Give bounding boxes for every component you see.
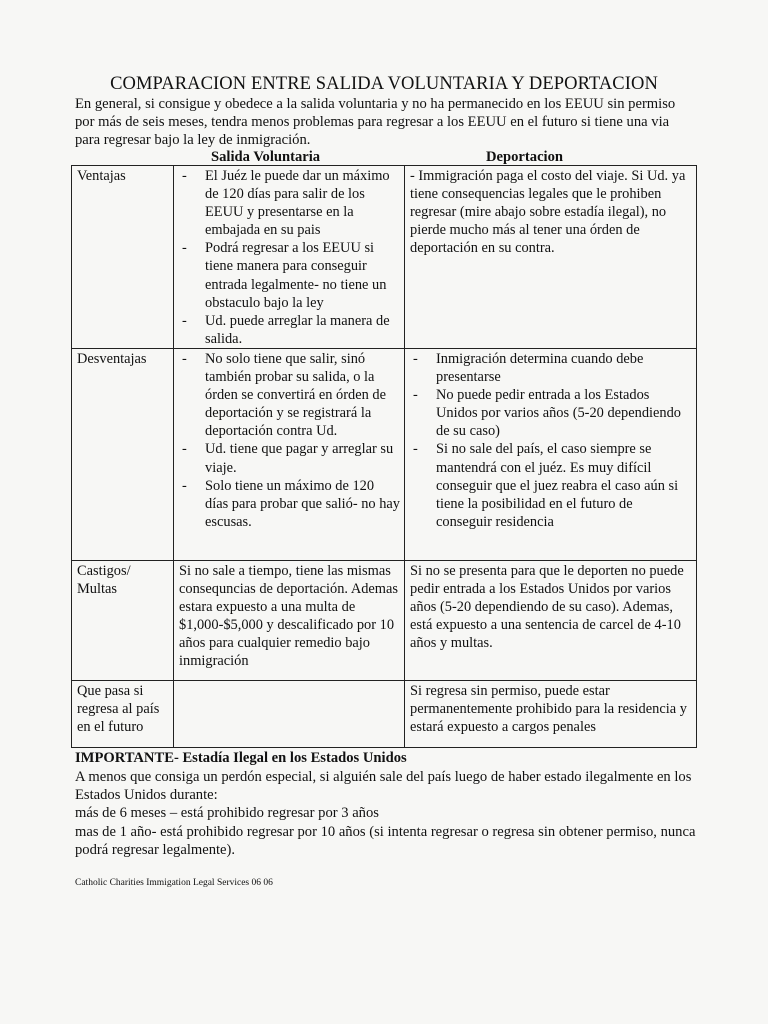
row-label: Desventajas bbox=[72, 348, 174, 560]
important-line-2: mas de 1 año- está prohibido regresar por 10 años (si intenta regresar o regresa sin obtener permiso, nunca podrá regresar legalmente). bbox=[75, 823, 696, 858]
column-header-voluntary: Salida Voluntaria bbox=[211, 149, 321, 165]
footer-credit: Catholic Charities Immigation Legal Services 06 06 bbox=[75, 878, 273, 888]
bullet-list bbox=[179, 167, 400, 348]
cell-voluntary: Si no sale a tiempo, tiene las mismas consequncias de deportación. Ademas estara expuesto a una multa de $1,000-$5,000 y descalificado por 10 años para cualquier remedio bajo inmigración bbox=[174, 560, 405, 680]
intro-paragraph: En general, si consigue y obedece a la salida voluntaria y no ha permanecido en los EEUU sin permiso por más de seis meses, tendra menos problemas para regresar a los EEUU en el futuro si tiene una via para regresar bajo la ley de inmigración. bbox=[75, 96, 676, 149]
list-item: - Podrá regresar a los EEUU si tiene manera para conseguir entrada legalmente- no tiene un obstaculo bajo la ley bbox=[179, 239, 400, 311]
cell-voluntary bbox=[174, 680, 405, 747]
list-item: - No solo tiene que salir, sinó también probar su salida, o la órden se convertirá en órden de deportación y se registrará la deportación contra Ud. bbox=[179, 350, 400, 440]
important-section bbox=[75, 768, 715, 859]
list-item: - No puede pedir entrada a los Estados Unidos por varios años (5-20 dependiendo de su caso) bbox=[410, 386, 692, 440]
row-label: Castigos/ Multas bbox=[72, 560, 174, 680]
table-row-desventajas bbox=[72, 348, 697, 560]
list-item: - Ud. tiene que pagar y arreglar su viaje. bbox=[179, 440, 400, 476]
cell-voluntary bbox=[174, 348, 405, 560]
cell-voluntary bbox=[174, 166, 405, 349]
cell-deportation: Si regresa sin permiso, puede estar permanentemente prohibido para la residencia y estará expuesto a cargos penales bbox=[405, 680, 697, 747]
comparison-table bbox=[71, 165, 697, 748]
table-row-ventajas bbox=[72, 166, 697, 349]
bullet-list bbox=[410, 350, 692, 531]
table-row-castigos bbox=[72, 560, 697, 680]
list-item: - Ud. puede arreglar la manera de salida. bbox=[179, 312, 400, 348]
table-row-futuro bbox=[72, 680, 697, 747]
row-label: Que pasa si regresa al país en el futuro bbox=[72, 680, 174, 747]
row-label: Ventajas bbox=[72, 166, 174, 349]
list-item: - Si no sale del país, el caso siempre se mantendrá con el juéz. Es muy difícil conseguir que el juez reabra el caso aún si tiene la posibilidad en el futuro de conseguir residencia bbox=[410, 440, 692, 530]
important-text: A menos que consiga un perdón especial, si alguién sale del país luego de haber estado ilegalmente en los Estados Unidos durante: bbox=[75, 769, 692, 804]
cell-deportation: Si no se presenta para que le deporten no puede pedir entrada a los Estados Unidos por varios años (5-20 dependiendo de su caso). Ademas, está expuesto a una sentencia de carcel de 4-10 años y multas. bbox=[405, 560, 697, 680]
cell-deportation bbox=[405, 348, 697, 560]
list-item: - El Juéz le puede dar un máximo de 120 días para salir de los EEUU y presentarse en la embajada en su pais bbox=[179, 167, 400, 239]
cell-deportation: - Immigración paga el costo del viaje. Si Ud. ya tiene consequencias legales que le prohiben regresar (mire abajo sobre estadía ilegal), no pierde mucho más al tener una órden de deportación en su contra. bbox=[405, 166, 697, 349]
list-item: - Solo tiene un máximo de 120 días para probar que salió- no hay escusas. bbox=[179, 477, 400, 531]
important-heading: IMPORTANTE- Estadía Ilegal en los Estados Unidos bbox=[75, 750, 407, 766]
bullet-list bbox=[179, 350, 400, 531]
page-title: COMPARACION ENTRE SALIDA VOLUNTARIA Y DEPORTACION bbox=[110, 74, 658, 94]
list-item: - Inmigración determina cuando debe presentarse bbox=[410, 350, 692, 386]
important-line-1: más de 6 meses – está prohibido regresar por 3 años bbox=[75, 805, 379, 822]
column-header-deportation: Deportacion bbox=[486, 149, 564, 165]
